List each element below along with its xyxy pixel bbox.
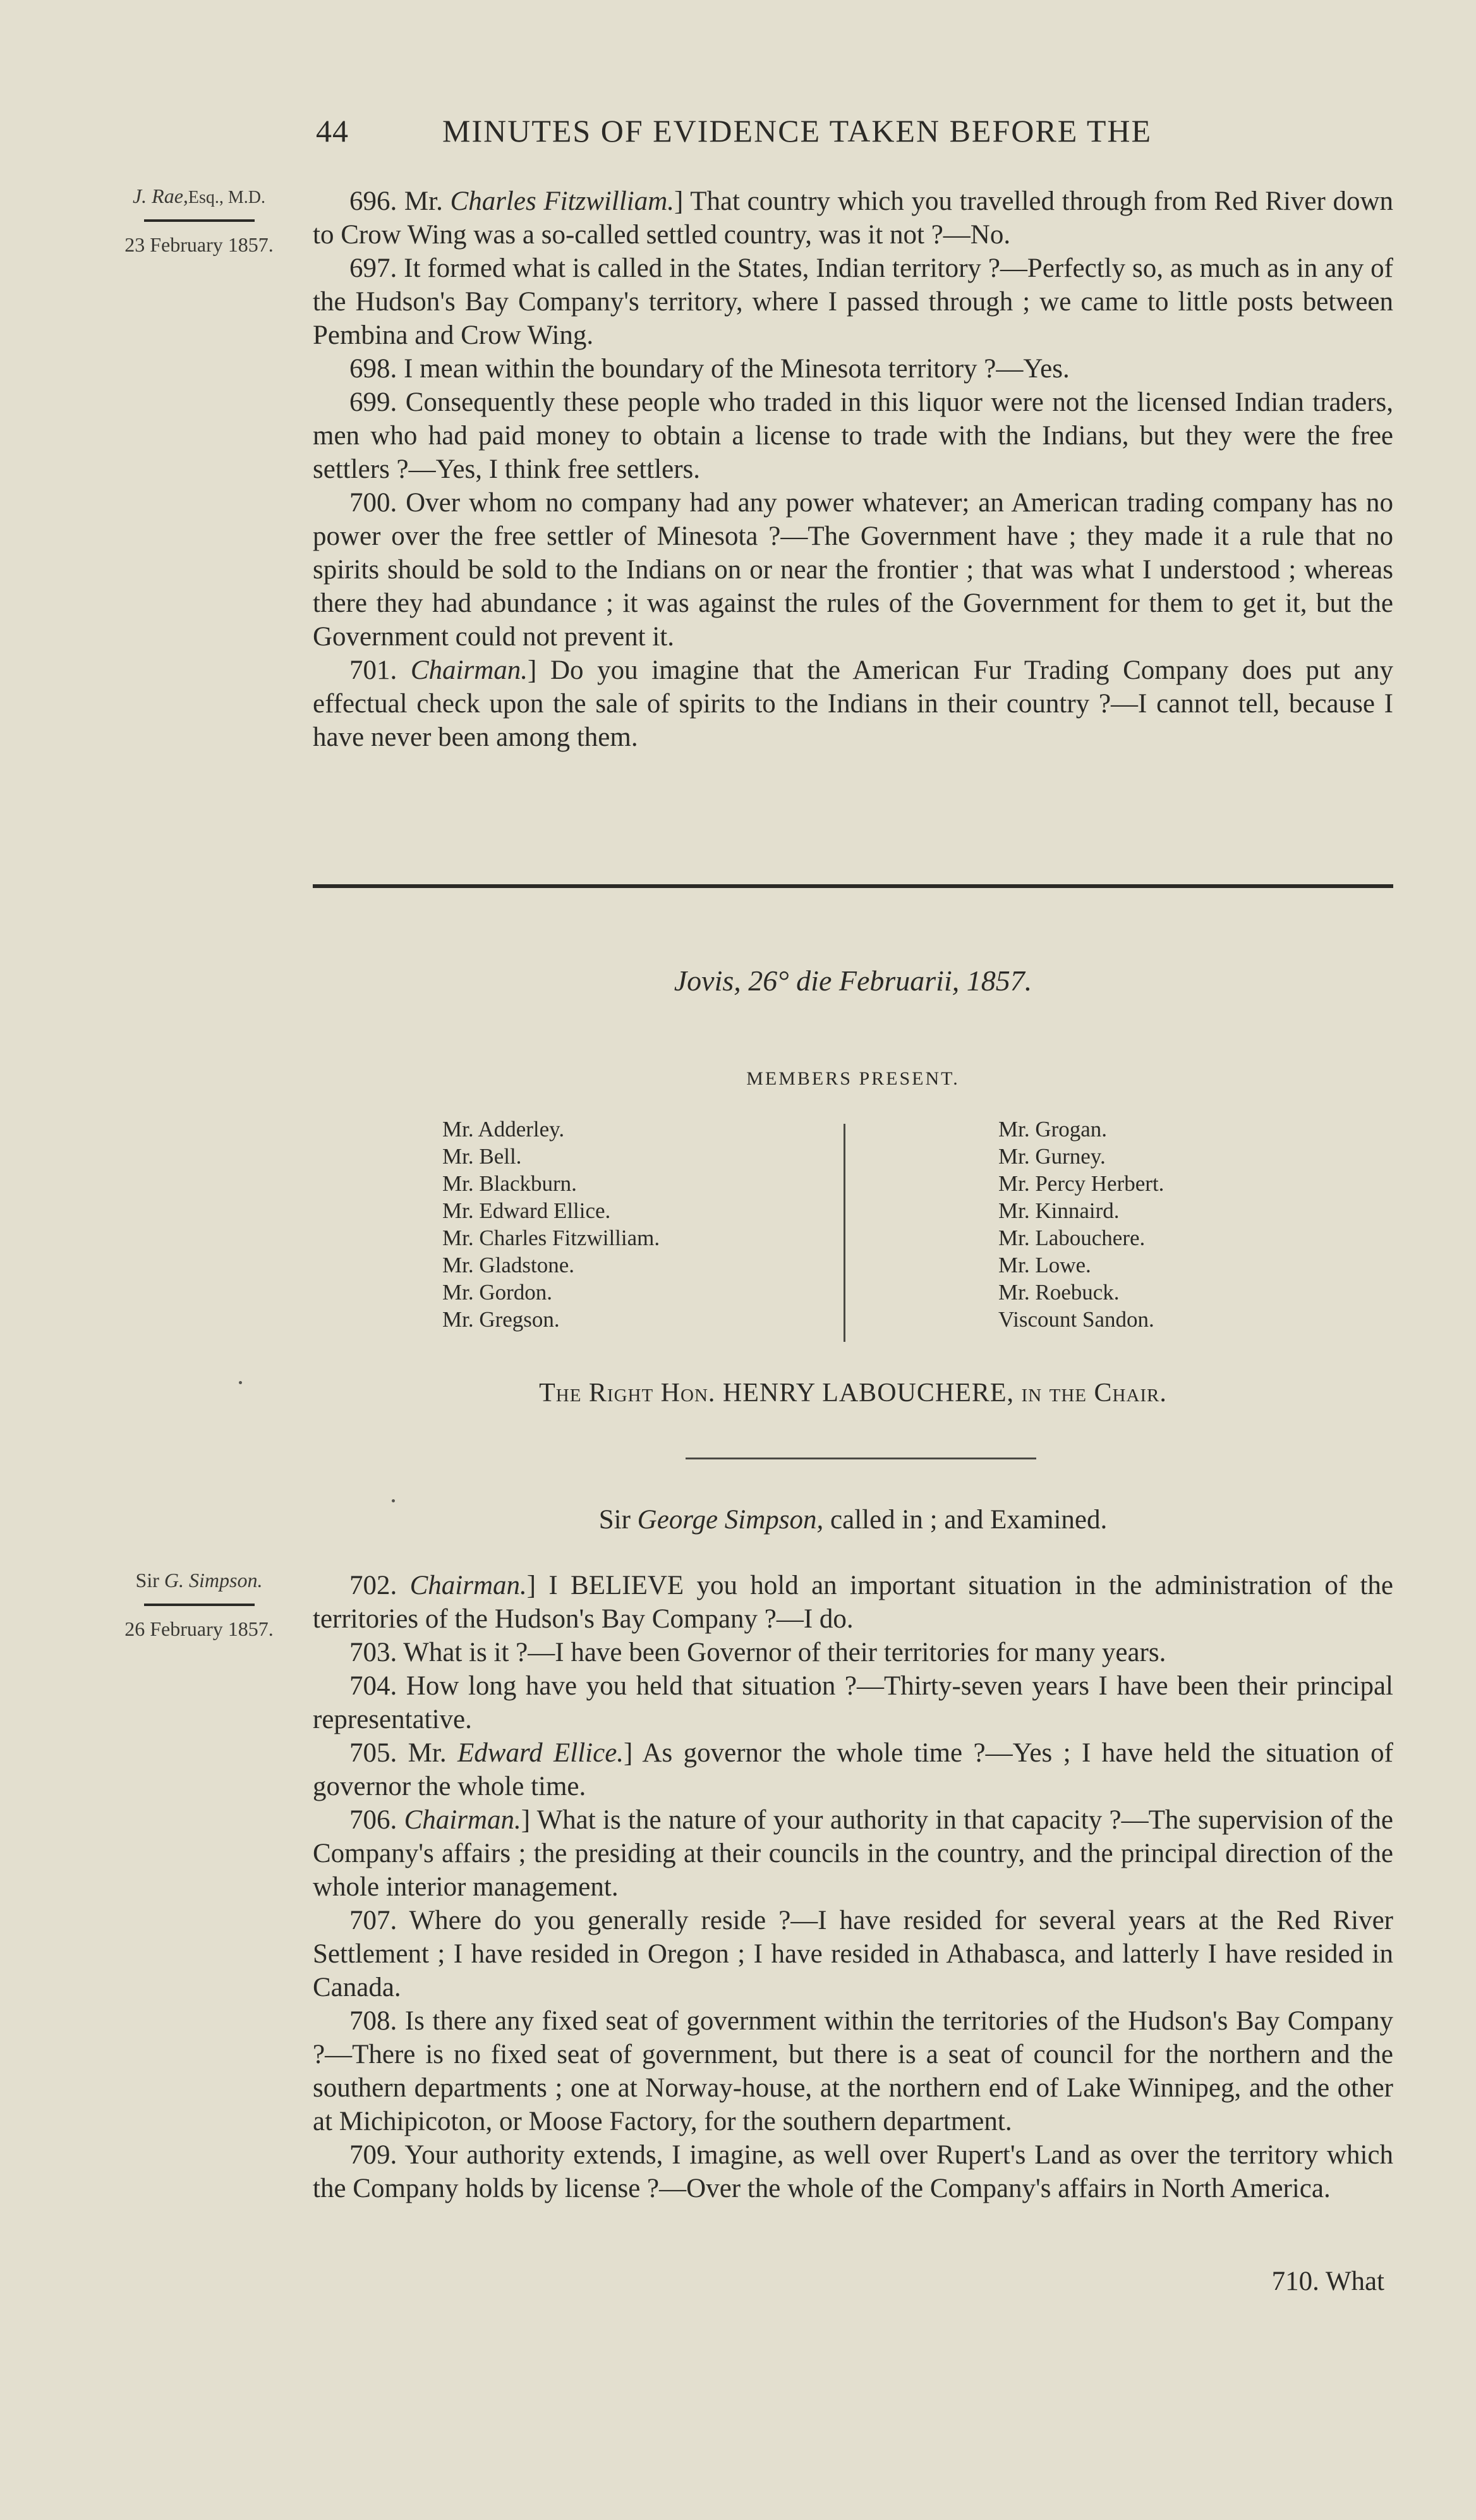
evidence-paragraph [313,1904,1393,2004]
chair-line [313,1378,1393,1408]
evidence-text: I mean within the boundary of the Minesota territory ?—Yes. [404,354,1070,384]
member-name: Mr. Grogan. [998,1117,1108,1141]
evidence-text: Where do you generally reside ?—I have resided for several years at the Red River Settlement ; I have resided in Oregon ; I have resided in Athabasca, and latterly I have resided in Canada. [313,1906,1393,2002]
margin-note-date: 26 February 1857. [124,1617,274,1640]
speaker-name: Chairman. [409,1571,527,1600]
member-name: Mr. Kinnaird. [998,1198,1120,1223]
page-header [310,113,1396,157]
question-number: 709. [349,2140,397,2170]
member-name: Mr. Gladstone. [442,1253,575,1277]
question-number: 705. [349,1738,397,1768]
members-list-left [442,1116,660,1333]
evidence-section-2 [313,1569,1393,2205]
evidence-paragraph [313,1569,1393,1636]
speaker-name: Charles Fitzwilliam. [450,186,675,216]
margin-note-name: J. Rae,Esq., M.D. [132,185,266,207]
evidence-paragraph [313,1669,1393,1736]
member-name: Mr. Gurney. [998,1144,1106,1169]
evidence-text: Over whom no company had any power whatever; an American trading company has no power over the free settler of Minesota ?—The Government have ; they made it a rule that no spirits should be sold to the Indians on or near the frontier ; that was what I understood ; whereas there they had abundance ; it was against the rules of the Government for them to get it, but the Government could not prevent it. [313,488,1394,652]
member-name: Mr. Blackburn. [442,1171,577,1196]
evidence-paragraph [313,386,1393,486]
witness-name: George Simpson, [637,1505,824,1535]
margin-note-rule [144,219,255,222]
members-list-right [998,1116,1164,1333]
members-column-divider [844,1124,845,1342]
evidence-text: ] Do you imagine that the American Fur Trading Company does put any effectual check upon the sale of spirits to the Indians in their country ?—I cannot tell, because I have never been among them. [313,655,1393,752]
section-divider-rule [313,884,1393,888]
question-number: 702. [349,1571,397,1600]
running-title: MINUTES OF EVIDENCE TAKEN BEFORE THE [442,113,1152,149]
member-name: Viscount Sandon. [998,1307,1154,1332]
speaker-name: Edward Ellice. [457,1738,624,1768]
margin-note-name: Sir G. Simpson. [135,1569,263,1592]
question-number: 708. [349,2006,397,2036]
witness-called-line: Sir George Simpson, called in ; and Examined. [598,1505,1108,1535]
evidence-text: Your authority extends, I imagine, as well over Rupert's Land as over the territory which the Company holds by license ?—Over the whole of the Company's affairs in North America. [313,2140,1393,2203]
evidence-paragraph [313,185,1393,252]
speaker-name: Chairman. [404,1805,521,1835]
members-present-heading: MEMBERS PRESENT. [746,1068,960,1089]
question-number: 707. [349,1906,397,1935]
page-number: 44 [316,113,349,149]
member-name: Mr. Adderley. [442,1117,565,1141]
member-name: Mr. Roebuck. [998,1280,1120,1305]
evidence-paragraph [313,252,1393,352]
evidence-paragraph [313,1636,1393,1669]
member-name: Mr. Gordon. [442,1280,553,1305]
evidence-text: ] I BELIEVE you hold an important situation in the administration of the territories of the Hudson's Bay Company ?—I do. [313,1571,1393,1634]
question-number: 697. [349,253,397,283]
question-number: 698. [349,354,397,384]
chair-prefix: The Right Hon. [539,1379,716,1408]
margin-note-rule [144,1604,255,1606]
question-number: 696. [349,186,397,216]
evidence-paragraph [313,352,1393,386]
member-name: Mr. Bell. [442,1144,522,1169]
sitting-date: Jovis, 26° die Februarii, 1857. [674,965,1032,997]
evidence-text: How long have you held that situation ?—Thirty-seven years I have been their principal representative. [313,1671,1393,1734]
evidence-text: ] As governor the whole time ?—Yes ; I have held the situation of governor the whole time. [313,1738,1393,1801]
scan-speck [392,1499,395,1502]
margin-note-witness-rae [95,185,303,257]
evidence-text: Consequently these people who traded in this liquor were not the licensed Indian traders, men who had paid money to obtain a license to trade with the Indians, but they were the free settlers ?—Yes, I think free settlers. [313,387,1393,484]
evidence-paragraph [313,654,1393,754]
evidence-paragraph [313,1803,1393,1904]
evidence-text: ] That country which you travelled through from Red River down to Crow Wing was a so-called settled country, was it not ?—No. [313,186,1394,250]
scan-speck [239,1381,242,1384]
question-number: 699. [349,387,397,417]
evidence-paragraph [313,486,1393,654]
margin-note-date: 23 February 1857. [124,233,274,256]
evidence-text: What is it ?—I have been Governor of their territories for many years. [403,1638,1166,1667]
question-number: 706. [349,1805,397,1835]
member-name: Mr. Charles Fitzwilliam. [442,1226,660,1250]
question-number: 700. [349,488,397,518]
member-name: Mr. Lowe. [998,1253,1091,1277]
evidence-paragraph [313,2004,1393,2138]
member-name: Mr. Labouchere. [998,1226,1146,1250]
question-number: 704. [349,1671,397,1701]
member-name: Mr. Gregson. [442,1307,560,1332]
question-number: 703. [349,1638,397,1667]
speaker-name: Chairman. [410,655,528,685]
question-number: 701. [349,655,397,685]
evidence-text: ] What is the nature of your authority in that capacity ?—The supervision of the Company's affairs ; the presiding at their councils in the country, and the principal direction of the whole interior management. [313,1805,1393,1902]
speaker-title: Mr. [408,1738,458,1768]
margin-note-witness-simpson [95,1569,303,1641]
evidence-paragraph [313,2138,1393,2205]
catchword: 710. What [1271,2267,1384,2296]
chair-suffix: in the Chair. [1021,1379,1167,1408]
member-name: Mr. Edward Ellice. [442,1198,611,1223]
member-name: Mr. Percy Herbert. [998,1171,1164,1196]
evidence-section-1 [313,185,1393,754]
evidence-text: Is there any fixed seat of government within the territories of the Hudson's Bay Company ?—There is no fixed seat of government, but there is a seat of council for the northern and the southern departments ; one at Norway-house, at the northern end of Lake Winnipeg, and the other at Michipicoton, or Moose Factory, for the southern department. [313,2006,1393,2136]
evidence-paragraph [313,1736,1393,1803]
thin-divider-rule [686,1458,1036,1459]
evidence-text: It formed what is called in the States, Indian territory ?—Perfectly so, as much as in any of the Hudson's Bay Company's territory, where I passed through ; we came to little posts between Pembina and Crow Wing. [313,253,1394,350]
chair-name: HENRY LABOUCHERE, [722,1379,1015,1408]
speaker-title: Mr. [404,186,451,216]
